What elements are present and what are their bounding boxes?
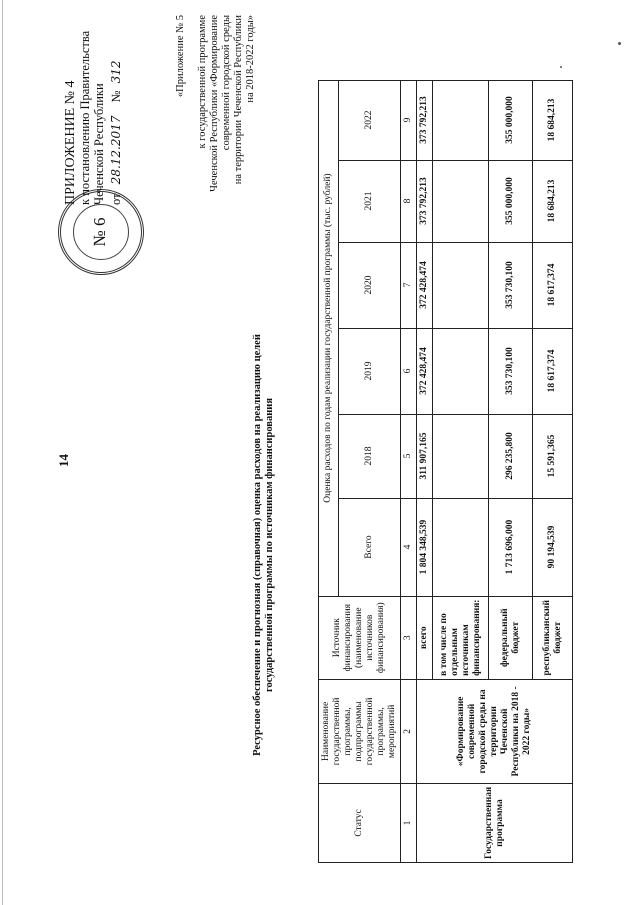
col-number: 2	[401, 679, 417, 783]
program-name-cell: «Формирование современной городской среды на территории Чеченской Республики на 2018 - 2022 годы»	[417, 679, 573, 783]
header-2018: 2018	[339, 414, 401, 498]
value-cell: 373 792,213	[417, 80, 433, 160]
handwritten-number: 312	[109, 60, 123, 84]
value-cell: 372 428,474	[417, 242, 433, 328]
document-title	[252, 285, 276, 805]
col-number: 8	[401, 160, 417, 242]
col-number: 1	[401, 783, 417, 862]
stamp-number: № 6	[90, 217, 109, 247]
value-cell: 1 713 696,000	[489, 498, 533, 596]
date-label: от	[109, 193, 123, 205]
col-number: 9	[401, 80, 417, 160]
header-row	[319, 80, 339, 862]
value-cell	[433, 160, 489, 242]
value-cell: 18 684,213	[533, 80, 573, 160]
header-2022: 2022	[339, 80, 401, 160]
header-estimate: Оценка расходов по годам реализации государственной программы (тыс. рублей)	[319, 80, 339, 596]
value-cell	[433, 80, 489, 160]
appendix5-line2: к государственной программе	[197, 15, 208, 149]
value-cell	[433, 414, 489, 498]
appendix5-line3: Чеченской Республики «Формирование	[209, 15, 220, 192]
value-cell: 353 730,100	[489, 242, 533, 328]
appendix5-line1: «Приложение № 5	[175, 15, 186, 98]
appendix-date-line	[109, 5, 123, 205]
value-cell: 355 000,000	[489, 160, 533, 242]
value-cell	[433, 328, 489, 414]
appendix5-block	[175, 15, 257, 205]
col-number: 7	[401, 242, 417, 328]
value-cell: 1 804 348,539	[417, 498, 433, 596]
header-name: Наименование государственной программы, подпрограммы государственной программы, мероприятий	[319, 679, 401, 783]
header-total: Всего	[339, 498, 401, 596]
number-label: №	[109, 90, 123, 103]
title-line2: государственной программы по источникам финансирования	[264, 397, 275, 693]
value-cell: 18 617,374	[533, 242, 573, 328]
value-cell: 355 000,000	[489, 80, 533, 160]
financing-table	[318, 80, 573, 863]
value-cell: 18 684,213	[533, 160, 573, 242]
appendix5-line4: современной городской среды	[221, 15, 232, 151]
value-cell: 373 792,213	[417, 160, 433, 242]
value-cell: 311 907,165	[417, 414, 433, 498]
header-2019: 2019	[339, 328, 401, 414]
page-number: 14	[56, 454, 71, 467]
source-cell: всего	[417, 596, 433, 679]
column-number-row	[401, 80, 417, 862]
source-cell: республиканский бюджет	[533, 596, 573, 679]
value-cell: 15 591,365	[533, 414, 573, 498]
appendix-heading: ПРИЛОЖЕНИЕ № 4	[63, 80, 78, 205]
header-2021: 2021	[339, 160, 401, 242]
col-number: 4	[401, 498, 417, 596]
source-cell: в том числе по отдельным источникам финансирования:	[433, 596, 489, 679]
header-source: Источник финансирования (наименование источников финансирования)	[319, 596, 401, 679]
source-cell: федеральный бюджет	[489, 596, 533, 679]
title-line1: Ресурсное обеспечение и прогнозная (справочная) оценка расходов на реализацию целей	[252, 334, 263, 756]
header-2020: 2020	[339, 242, 401, 328]
value-cell: 18 617,374	[533, 328, 573, 414]
appendix-line1: к постановлению Правительства	[78, 30, 92, 205]
value-cell: 372 428,474	[417, 328, 433, 414]
value-cell: 353 730,100	[489, 328, 533, 414]
header-status: Статус	[319, 783, 401, 862]
status-cell: Государственная программа	[417, 783, 573, 862]
appendix5-line6: на 2018-2022 годы»	[245, 15, 256, 103]
value-cell	[433, 498, 489, 596]
col-number: 6	[401, 328, 417, 414]
value-cell	[433, 242, 489, 328]
appendix-line2: Чеченской Республики	[92, 83, 106, 205]
appendix-header	[64, 5, 123, 205]
value-cell: 296 235,800	[489, 414, 533, 498]
col-number: 3	[401, 596, 417, 679]
handwritten-date: 28.12.2017	[109, 115, 123, 185]
value-cell: 90 194,539	[533, 498, 573, 596]
appendix5-line5: на территории Чеченской Республики	[233, 15, 244, 185]
col-number: 5	[401, 414, 417, 498]
table-row	[417, 80, 433, 862]
